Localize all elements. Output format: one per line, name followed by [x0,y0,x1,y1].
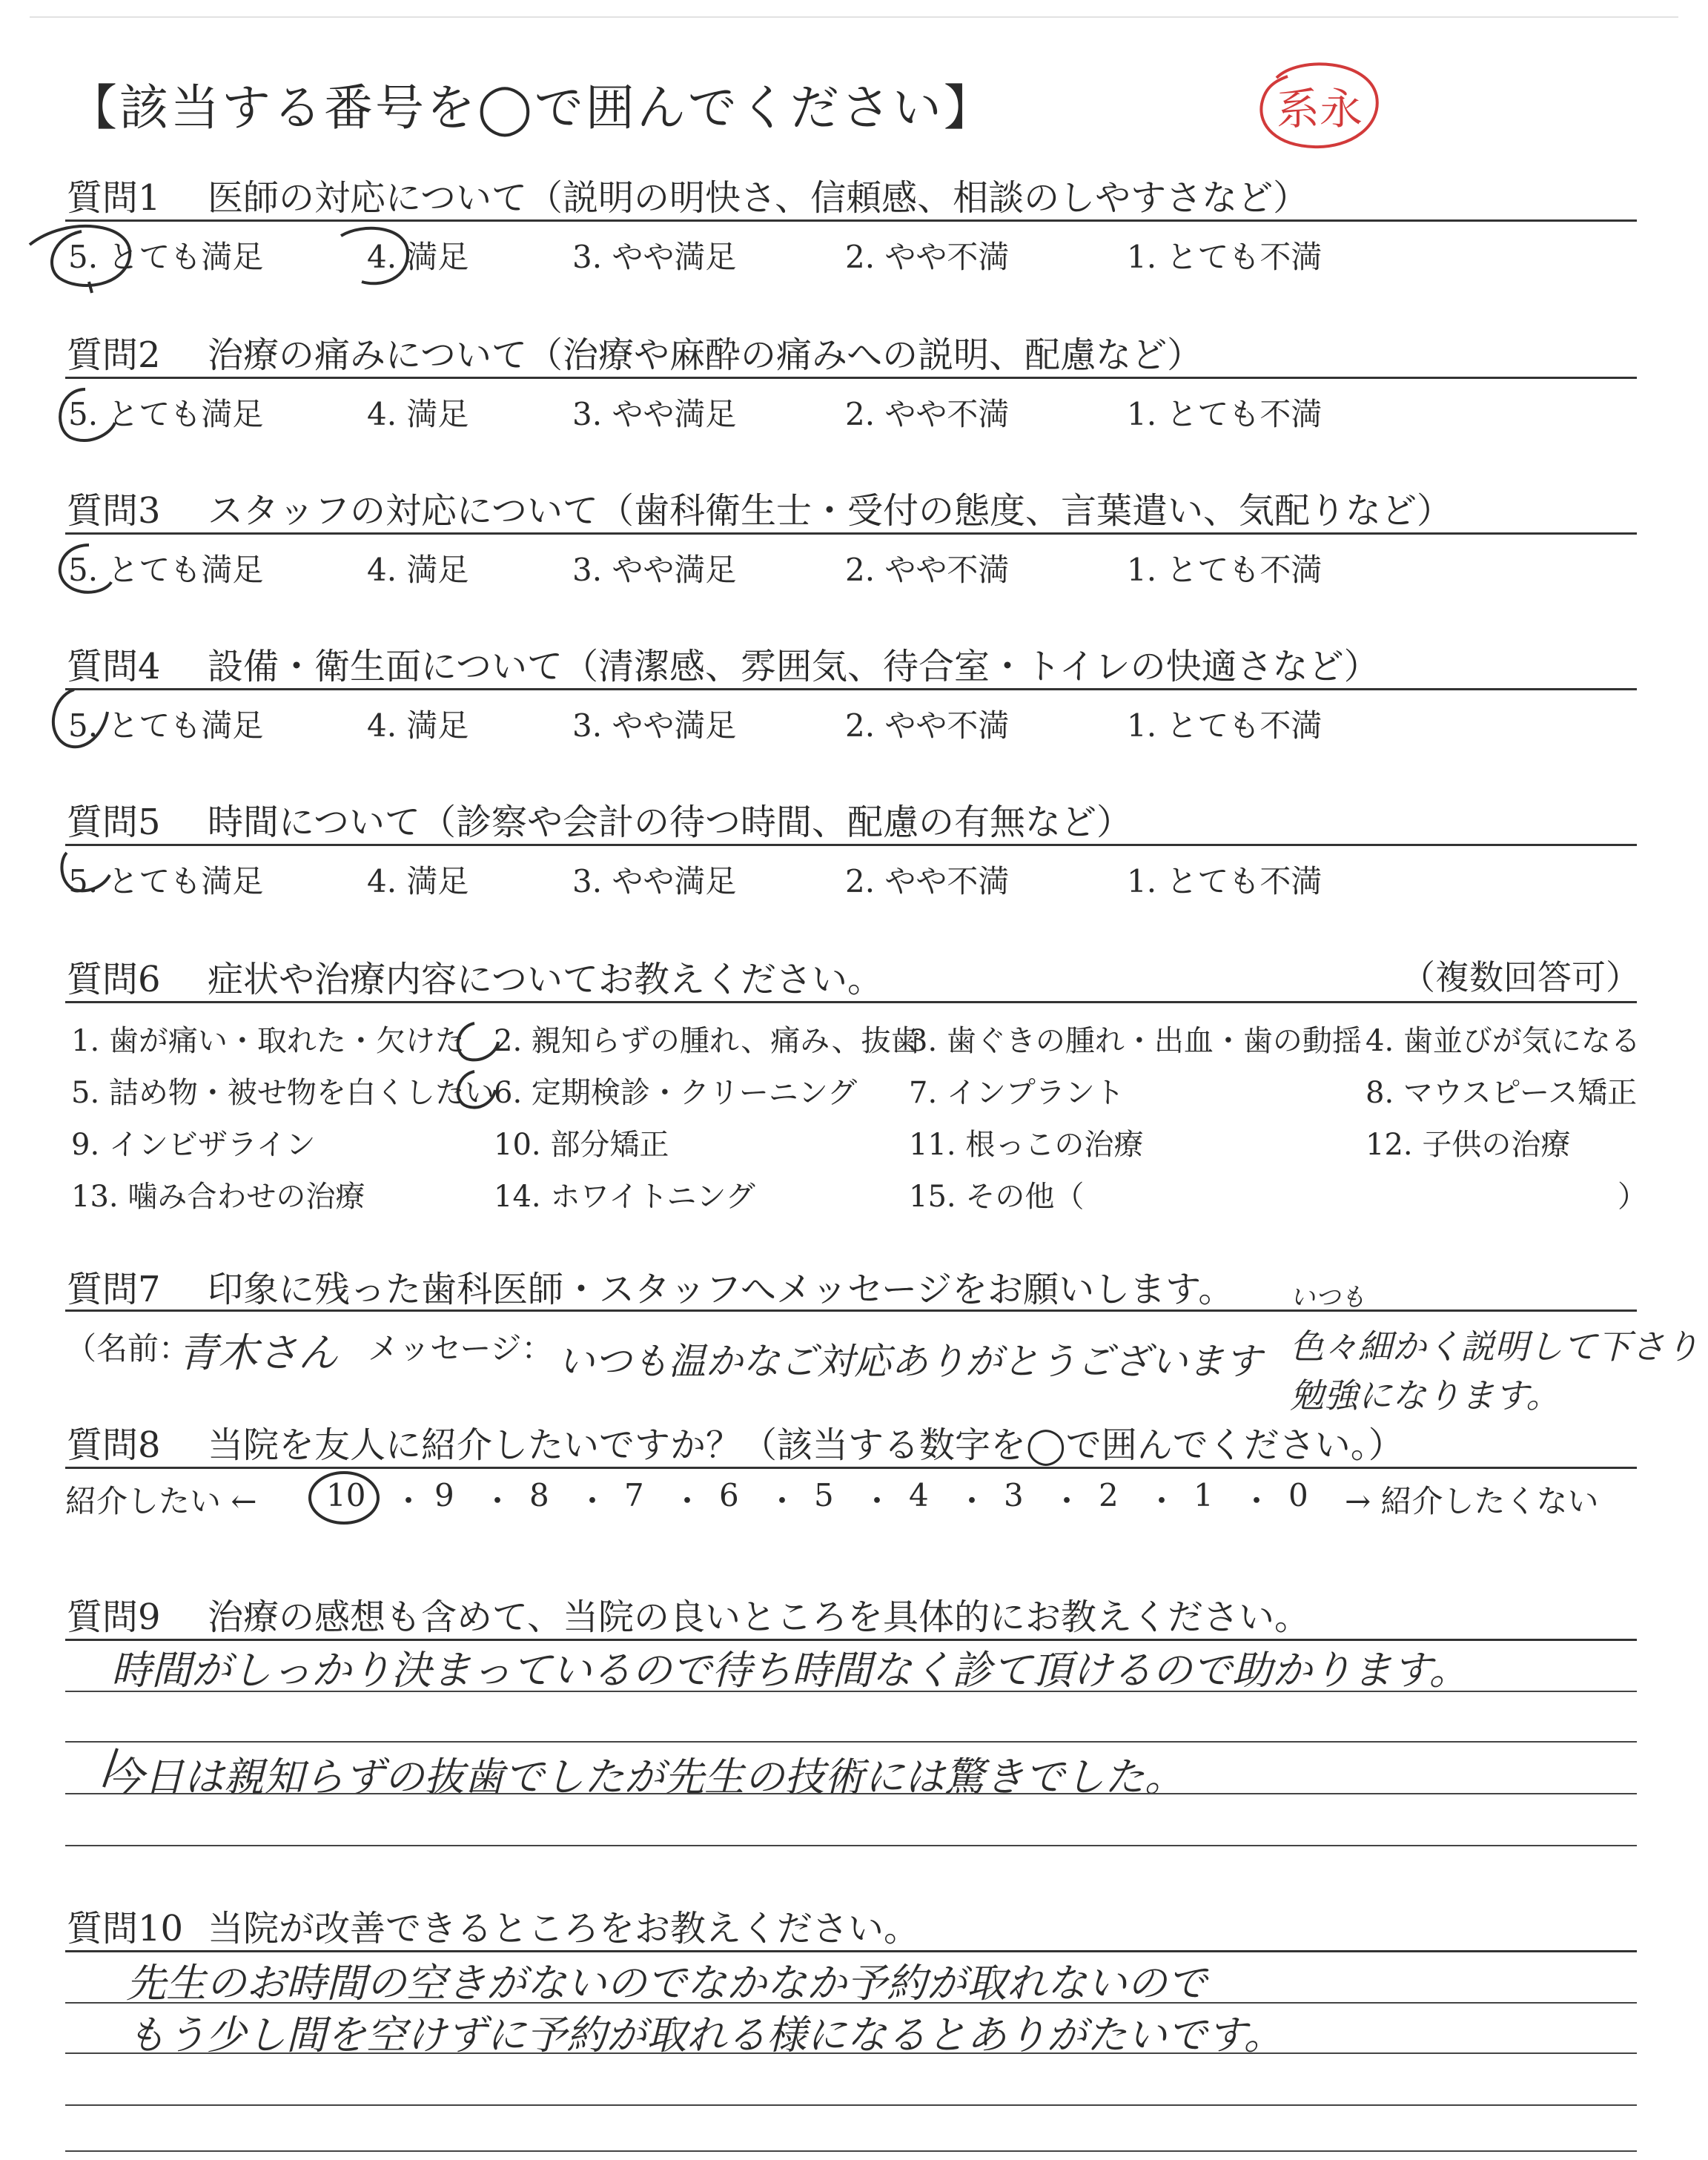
option-2[interactable]: 2. やや不満 [845,552,1010,588]
message-text-3[interactable]: 勉強になります。 [1290,1375,1560,1416]
symptom-item[interactable]: 7. インプラント [909,1076,1125,1110]
scale-value[interactable]: 0 [1288,1477,1308,1513]
question-text: 治療の感想も含めて、当院の良いところを具体的にお教えください。 [208,1596,1311,1638]
answer-line-1[interactable]: 時間がしっかり決まっているので待ち時間なく診て頂けるので助かります。 [111,1647,1469,1694]
option-4[interactable]: 4. 満足 [367,552,469,588]
answer-line-2[interactable]: 今日は親知らずの抜歯でしたが先生の技術には驚きでした。 [104,1754,1185,1800]
stamp-text: 系永 [1277,84,1363,134]
question-text: 症状や治療内容についてお教えください。 [208,959,884,1000]
scale-value[interactable]: 1 [1194,1477,1214,1513]
page-heading: 【該当する番号を◯で囲んでください】 [68,79,995,136]
scale-value[interactable]: 8 [529,1477,549,1513]
symptom-item[interactable]: 14. ホワイトニング [494,1180,755,1214]
name-label: （名前： [65,1330,191,1367]
question-number: 質問2 [67,334,161,376]
top-border [30,16,1678,18]
option-3[interactable]: 3. やや満足 [572,396,737,432]
scale-value[interactable]: 9 [434,1477,454,1513]
question-rule [65,1467,1637,1469]
symptom-item[interactable]: 4. 歯並びが気になる [1366,1024,1641,1058]
answer-rule [65,2150,1637,2152]
question-number: 質問6 [67,959,161,1000]
symptom-item[interactable]: 15. その他（ [909,1180,1085,1214]
scale-dot: ・ [1051,1483,1083,1519]
circle-mark [89,282,92,293]
question-number: 質問3 [67,490,161,532]
symptom-item[interactable]: 9. インビザライン [71,1128,316,1162]
symptom-item[interactable]: 12. 子供の治療 [1366,1128,1571,1162]
option-4[interactable]: 4. 満足 [367,863,469,899]
option-4[interactable]: 4. 満足 [367,239,469,275]
scale-dot: ・ [482,1483,514,1519]
question-number: 質問4 [67,646,161,687]
question-rule [65,377,1637,379]
option-4[interactable]: 4. 満足 [367,707,469,744]
symptom-item[interactable]: 5. 詰め物・被せ物を白くしたい [71,1076,494,1110]
option-2[interactable]: 2. やや不満 [845,707,1010,744]
stamp-circle [1247,52,1388,163]
question-text: 当院を友人に紹介したいですか？（該当する数字を◯で囲んでください。） [208,1424,1404,1466]
name-value[interactable]: 青木さん [178,1330,338,1376]
symptom-item[interactable]: 10. 部分矯正 [494,1128,669,1162]
question-number: 質問10 [67,1908,184,1949]
scale-dot: ・ [577,1483,609,1519]
question-rule [65,219,1637,222]
question-number: 質問7 [67,1269,161,1310]
other-close-paren: ） [1618,1180,1647,1214]
scale-value[interactable]: 7 [624,1477,644,1513]
symptom-item[interactable]: 13. 噛み合わせの治療 [71,1180,365,1214]
option-3[interactable]: 3. やや満足 [572,552,737,588]
question-rule [65,1001,1637,1003]
answer-rule [65,1691,1637,1692]
option-5[interactable]: 5. とても満足 [68,239,264,275]
question-text: 時間について（診察や会計の待つ時間、配慮の有無など） [208,802,1133,843]
option-5[interactable]: 5. とても満足 [68,396,264,432]
scale-value[interactable]: 5 [814,1477,834,1513]
option-4[interactable]: 4. 満足 [367,396,469,432]
answer-rule [65,1793,1637,1794]
option-2[interactable]: 2. やや不満 [845,239,1010,275]
option-3[interactable]: 3. やや満足 [572,863,737,899]
option-5[interactable]: 5. とても満足 [68,863,264,899]
question-text: 印象に残った歯科医師・スタッフへメッセージをお願いします。 [208,1269,1234,1310]
scale-dot: ・ [1146,1483,1178,1519]
answer-rule [65,2104,1637,2106]
option-1[interactable]: 1. とても不満 [1127,396,1323,432]
symptom-item[interactable]: 1. 歯が痛い・取れた・欠けた [71,1024,465,1058]
scale-value[interactable]: 3 [1004,1477,1024,1513]
option-1[interactable]: 1. とても不満 [1127,552,1323,588]
multiple-answers-note: （複数回答可） [1401,957,1640,997]
scale-dot: ・ [1241,1483,1273,1519]
option-1[interactable]: 1. とても不満 [1127,239,1323,275]
question-text: 治療の痛みについて（治療や麻酔の痛みへの説明、配慮など） [208,334,1203,376]
question-number: 質問5 [67,802,161,843]
scale-dot: ・ [767,1483,798,1519]
scale-right-label: → 紹介したくない [1345,1483,1599,1519]
scale-value[interactable]: 10 [326,1477,366,1513]
question-rule [65,688,1637,690]
scale-dot: ・ [393,1483,425,1519]
option-1[interactable]: 1. とても不満 [1127,863,1323,899]
question-number: 質問8 [67,1424,161,1466]
symptom-item[interactable]: 6. 定期検診・クリーニング [494,1076,858,1110]
symptom-item[interactable]: 11. 根っこの治療 [909,1128,1144,1162]
option-5[interactable]: 5. とても満足 [68,552,264,588]
question-rule [65,1309,1637,1312]
scale-value[interactable]: 4 [909,1477,929,1513]
scale-left-label: 紹介したい ← [65,1483,257,1519]
scale-dot: ・ [672,1483,704,1519]
question-text: 医師の対応について（説明の明快さ、信頼感、相談のしやすさなど） [208,177,1309,219]
answer-rule [65,2052,1637,2054]
symptom-item[interactable]: 2. 親知らずの腫れ、痛み、抜歯 [494,1024,921,1058]
scale-value[interactable]: 2 [1099,1477,1119,1513]
answer-rule [65,1741,1637,1743]
answer-line-2[interactable]: もう少し間を空けずに予約が取れる様になるとありがたいです。 [126,2012,1284,2058]
option-1[interactable]: 1. とても不満 [1127,707,1323,744]
scale-dot: ・ [861,1483,893,1519]
scale-dot: ・ [956,1483,988,1519]
question-number: 質問9 [67,1596,161,1638]
message-text-2[interactable]: 色々細かく説明して下さり [1290,1327,1699,1367]
symptom-item[interactable]: 8. マウスピース矯正 [1366,1076,1638,1110]
question-text: スタッフの対応について（歯科衛生士・受付の態度、言葉遣い、気配りなど） [208,490,1453,532]
answer-rule [65,1845,1637,1846]
option-2[interactable]: 2. やや不満 [845,863,1010,899]
answer-line-1[interactable]: 先生のお時間の空きがないのでなかなか予約が取れないので [126,1960,1207,2007]
question-text: 設備・衛生面について（清潔感、雰囲気、待合室・トイレの快適さなど） [208,646,1380,687]
message-label: メッセージ： [368,1330,553,1367]
option-5[interactable]: 5. とても満足 [68,707,264,744]
question-rule [65,532,1637,535]
option-3[interactable]: 3. やや満足 [572,239,737,275]
message-insert: いつも [1290,1283,1366,1312]
option-3[interactable]: 3. やや満足 [572,707,737,744]
option-2[interactable]: 2. やや不満 [845,396,1010,432]
message-text[interactable]: いつも温かなご対応ありがとうございます [557,1340,1262,1383]
question-text: 当院が改善できるところをお教えください。 [208,1908,920,1949]
symptom-item[interactable]: 3. 歯ぐきの腫れ・出血・歯の動揺 [909,1024,1362,1058]
scale-value[interactable]: 6 [719,1477,739,1513]
question-number: 質問1 [67,177,161,219]
question-rule [65,844,1637,846]
